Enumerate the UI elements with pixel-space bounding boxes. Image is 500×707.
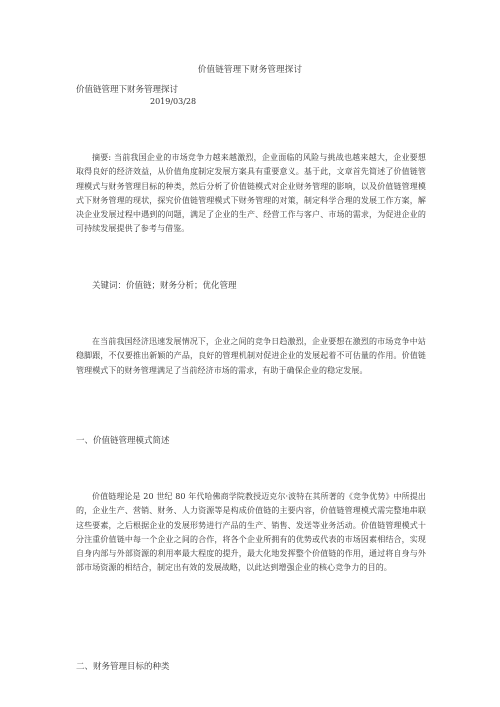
document-subtitle: 价值链管理下财务管理探讨 [76,85,179,95]
section-1-heading: 一、价值链管理模式简述 [76,436,170,446]
document-title: 价值链管理下财务管理探讨 [197,65,303,75]
document-date: 2019/03/28 [150,97,197,106]
keywords-line: 关键词：价值链；财务分析；优化管理 [92,281,237,291]
section-2-heading: 二、财务管理目标的种类 [76,662,170,672]
abstract-paragraph: 摘要: 当前我国企业的市场竞争力越来越激烈，企业面临的风险与挑战也越来越大，企业要想取得良好的经济效益，从价值角度制定发展方案具有重要意义。基于此，文章首先简述了价值链管理模式与财务管理目标的种类，然后分析了价值链模式对企业财务管理的影响，以及价值链管理模式下财务管理的现状，探究价值链管理模式下财务管理的对策，制定科学合理的发展工作方案，解决企业发展过程中遇到的问题，满足了企业的生产、经营工作与客户、市场的需求，为促进企业的可持续发展提供了参考与借鉴。 [76,153,426,234]
section-1-paragraph: 价值链理论是 20 世纪 80 年代哈佛商学院教授迈克尔·波特在其所著的《竞争优势》中所提出的，企业生产、营销、财务、人力资源等是构成价值链的主要内容，价值链管理模式需完整地串联这些要素，之后根据企业的发展形势进行产品的生产、销售、发送等业务活动。价值链管理模式十分注重价值链中每一个企业之间的合作，将各个企业所拥有的优势或代表的市场因素相结合，实现自身内部与外部资源的利用率最大程度的提升，最大化地发挥整个价值链的作用，通过将自身与外部市场资源的相结合，制定出有效的发展战略，以此达到增强企业的核心竞争力的目的。 [76,492,426,573]
intro-paragraph: 在当前我国经济迅速发展情况下，企业之间的竞争日趋激烈，企业要想在激烈的市场竞争中站稳脚跟，不仅要推出新颖的产品，良好的管理机制对促进企业的发展起着不可估量的作用。价值链管理模式下的财务管理满足了当前经济市场的需求，有助于确保企业的稳定发展。 [76,337,426,375]
